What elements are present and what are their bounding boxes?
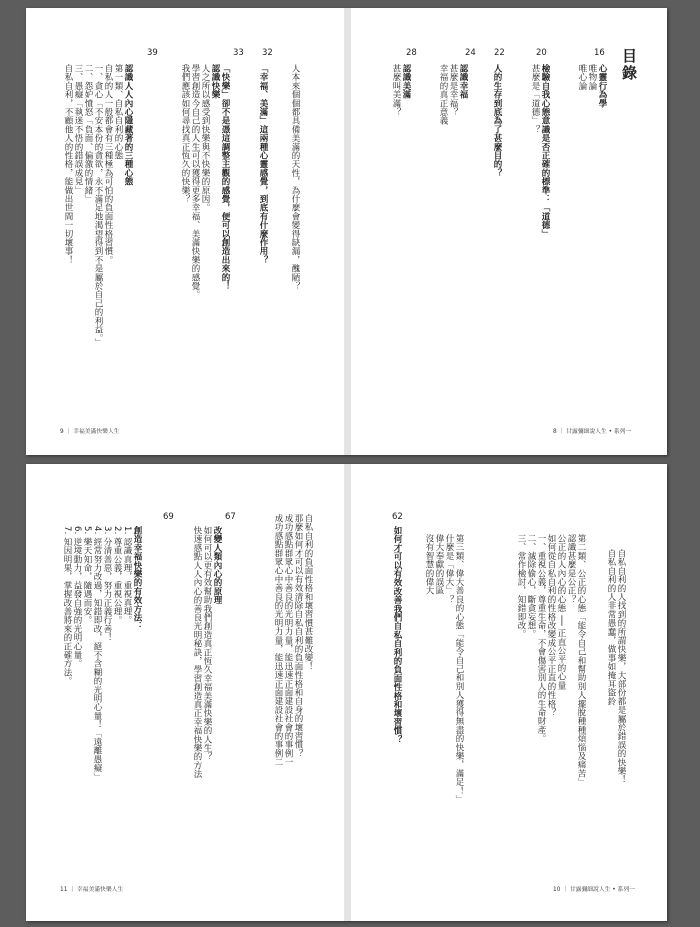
toc-entry-39: 認識人人內心隱藏著的三種心態 第一類、自私自利的心態 自私的人一般都會有三種極為可怕的負面性格習慣。 一、貪心「不安本份的貪欲，永不滿足地渴望得到不是屬於自己的利益。」 二、怨妒憤怒「負面、偏激的情緒」 三、愚癡「執迷不悟的錯誤成見」 自私自利，不顧他人的性格，能做出世間一切壞事！ bbox=[63, 64, 133, 347]
footer-left: 11 ｜ 幸福美滿快樂人生 bbox=[60, 887, 124, 893]
bottom-spread bbox=[26, 464, 667, 921]
gutter bbox=[344, 8, 351, 455]
page-number: 28 bbox=[406, 48, 417, 58]
toc-entry-69: 創造幸福快樂的有效方法： 1. 認識真理，重視真理。 2. 尊重公義，重視公理。 3. 分清善惡，努力正義行善！ 4. 經常努力改過，知錯即改，絕不含糊的光明心量！「遠離愚癡」 5. 樂天知命，隨遇而安。 6. 逆境動力，益發自強的光明心量。 7. 知因明果，掌握改善將來的正確方法。 bbox=[62, 526, 142, 782]
toc-entry-67: 改變人類內心的原理 如何可以更有效幫助我們創造真正恆久幸福美滿快樂的人生？ 快速感點人人內心的善良光明秘訣，學習創造真正幸福快樂的方法 bbox=[192, 526, 222, 779]
toc-entry-33: 「快樂」卻不是憑這調整主觀的感覺，便可以創造出來的！ 認識快樂 人之所以感受到快樂與不快樂的原因。 學習創造今自己的人生可以獲得更多幸福、美滿快樂的感覺。 我們應該如何尋找真正恆久的快樂？ bbox=[180, 64, 230, 299]
page-number: 62 bbox=[392, 512, 403, 522]
toc-title: 目錄 bbox=[620, 48, 638, 82]
page-number: 33 bbox=[233, 48, 244, 58]
toc-entry-24: 認識幸福 甚麼是幸福？ 幸福的真正意義 bbox=[438, 64, 468, 125]
footer-left: 9 ｜ 幸福美滿快樂人生 bbox=[60, 429, 120, 435]
toc-entry-20: 檢驗自我心態意識是否正確的標準：「道德」 甚麼是「道德」？ bbox=[530, 64, 550, 238]
page-number: 24 bbox=[465, 48, 476, 58]
page-number: 67 bbox=[225, 512, 236, 522]
page-number: 22 bbox=[494, 48, 505, 58]
toc-entry-22: 人的生存到底為了甚麼目的？ bbox=[492, 64, 502, 178]
third-type-section: 第三類、偉大善良的心態「能令自己和別人獲得無盡的快樂，滿足！」 什麼是「偉大」？ 偉大奉獻的誤區 沒有智慧的偉大 bbox=[424, 534, 464, 804]
continued-text: 自私自利的人找到的所謂快樂，大部份都是屬於錯誤的快樂！ 自私自利的人非常愚蠢，做事如掩耳盜鈴 bbox=[606, 549, 626, 784]
top-spread bbox=[26, 8, 667, 455]
page-number: 20 bbox=[536, 48, 547, 58]
toc-entry-16: 心靈行為學 唯物論 唯心論 bbox=[577, 64, 607, 108]
footer-right: 8 ｜ 甘露彌細說人生 • 系列一 bbox=[553, 429, 632, 435]
toc-entry-28: 認識美滿 甚麼叫美滿？ bbox=[391, 64, 411, 117]
second-type-section: 第二類、公正的心態「能令自己和幫助別人擺脫種種煩惱及痛苦」 認識甚麼是公正？ 公正的人內心的心態 ── 正直公平的心量 如何從自私自利的性格改變成公平正直的性格？ 一、重視公義，尊重生命，不會傷害別人的生命財產。 二、滅除偷心，斷貪妄想。 三、常作檢討，知錯即改。 bbox=[516, 534, 586, 787]
intro-text: 人本來個個都具備美滿的天性，為什麼會變得缺漏，醜陋？ bbox=[290, 64, 300, 291]
gutter bbox=[344, 464, 351, 921]
toc-entry-32: 「幸福、美滿」這兩種心靈感覺，到底有什麼作用？ bbox=[258, 64, 268, 265]
page-number: 39 bbox=[147, 48, 158, 58]
toc-entry-62: 如何才可以有效改善我們自私自利的負面性格和壞習慣？ bbox=[392, 526, 402, 744]
page-number: 32 bbox=[262, 48, 273, 58]
page-number: 69 bbox=[163, 512, 174, 522]
page-number: 16 bbox=[594, 48, 605, 58]
body-text: 自私自利的負面性格和壞習慣甚難改變！ 那麼如何才可以有效清除自私自利的負面性格和自身的壞習慣？ 成功感點群眾心中善良的光明力量，能迅速正面建設社會的事例一 成功感點群眾心中善良的光明力量，能迅速正面建設社會的事例二 bbox=[273, 514, 313, 767]
footer-right: 10 ｜ 甘露彌細說人生 • 系列一 bbox=[553, 887, 635, 893]
